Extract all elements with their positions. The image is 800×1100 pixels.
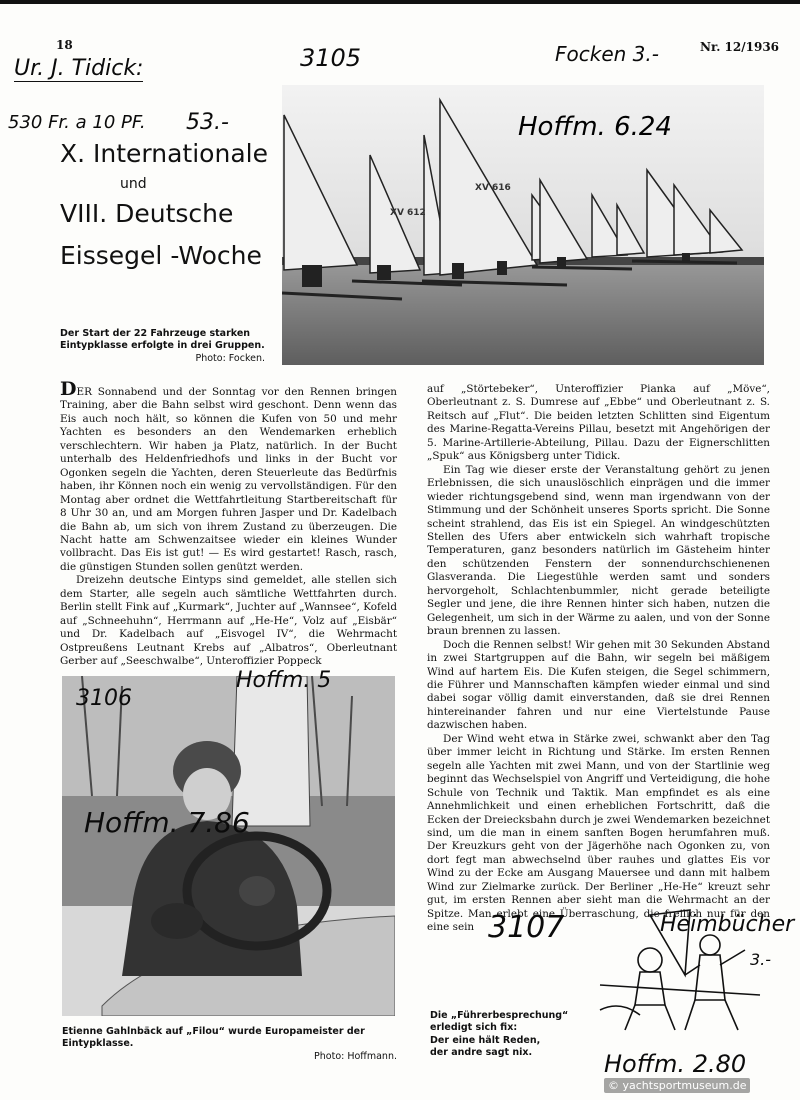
- cartoon-caption: Die „Führerbesprechung“ erledigt sich fix: Der eine hält Reden, der andre sagt nix.: [430, 1010, 569, 1059]
- headline-line-3: VIII. Deutsche: [60, 199, 234, 228]
- watermark: © yachtsportmuseum.de: [604, 1078, 750, 1093]
- caption-portrait-credit: Photo: Hoffmann.: [314, 1050, 397, 1062]
- issue-number: Nr. 12/1936: [700, 40, 780, 54]
- handwritten-price-line: 530 Fr. a 10 PF.: [8, 112, 146, 133]
- photo-caption-start: [60, 328, 265, 365]
- sail-number-2: XV 616: [475, 183, 511, 193]
- handwritten-credit-heimbuecher-amount: 3.-: [750, 950, 772, 969]
- portrait-illustration: [62, 676, 395, 1016]
- handwritten-photo-id-3: 3107: [488, 910, 565, 945]
- sail-number-1: XV 612: [390, 208, 426, 218]
- handwritten-photo-id-1: 3105: [300, 44, 362, 72]
- page-number: 18: [56, 38, 73, 52]
- headline-line-1: X. Internationale: [60, 139, 268, 168]
- article-paragraph: Doch die Rennen selbst! Wir gehen mit 30 Sekunden Abstand in zwei Startgruppen auf die Bahn, wir segeln bei mäßigem Wind auf hartem Eis. Die Kufen steigen, die Segel schimmern, die Führer und Mannschaften kämpfen wieder einmal und sind dabei sogar völlig damit einverstanden, daß sie drei Rennen hintereinander fahren und nur eine Viertelstunde Pause dazwischen haben.: [427, 638, 770, 732]
- handwritten-credit-hoffmann-3: Hoffm. 7.86: [84, 806, 250, 839]
- article-paragraph: Ein Tag wie dieser erste der Veranstaltung gehört zu jenen Erlebnissen, die sich unauslöschlich einprägen und die immer wieder richtungsgebend sind, wenn man irgendwann von der Stimmung und der Schönheit unseres Sports spricht. Die Sonne scheint strahlend, das Eis ist ein Spiegel. An windgeschützten Stellen des Ufers aber entwickeln sich wahrhaft tropische Temperaturen, ganz besonders natürlich im Gästeheim hinter den schützenden Fenstern der sonnendurchschienenen Glasveranda. Die Liegestühle werden samt und sonders hervorgeholt, Schlachtenbummler, nicht gerade beteiligte Segler und jene, die ihre Rennen hinter sich haben, nutzen die Gelegenheit, um sich in der Wärme zu aalen, und von der Sonne braun brennen zu lassen.: [427, 463, 770, 638]
- article-paragraph: auf „Störtebeker“, Unteroffizier Pianka auf „Möve“, Oberleutnant z. S. Dumrese auf „Ebbe“ und Oberleutnant z. S. Reitsch auf „Flut“. Die beiden letzten Schlitten sind Eigentum des Marine-Regatta-Vereins Pillau, besetzt mit Angehörigen der 5. Marine-Artillerie-Abteilung, Pillau. Dazu der Eignerschlitten „Spuk“ aus Königsberg unter Tidick.: [427, 383, 770, 463]
- caption-start-credit: Photo: Focken.: [195, 352, 265, 364]
- photo-portrait-gahlnbaeck: [62, 676, 395, 1016]
- article-column-right: [427, 383, 770, 935]
- article-paragraph: Dreizehn deutsche Eintyps sind gemeldet, alle stellen sich dem Starter, alle segeln auch sämtliche Wettfahrten durch. Berlin stellt Fink auf „Kurmark“, Juchter auf „Wannsee“, Kofeld auf „Schneehuhn“, Herrmann auf „He-He“, Volz auf „Eisbär“ und Dr. Kadelbach auf „Eisvogel IV“, die Wehrmacht Ostpreußens Leutnant Krebs auf „Albatros“, Oberleutnant Gerber auf „Seeschwalbe“, Unteroffizier Poppeck: [60, 574, 397, 668]
- handwritten-credit-heimbuecher: Heimbücher: [660, 912, 795, 937]
- article-column-left: [60, 378, 397, 669]
- headline-line-4: Eissegel -Woche: [60, 241, 262, 270]
- caption-portrait-text: Etienne Gahlnbäck auf „Filou“ wurde Europameister der Eintypklasse.: [62, 1026, 365, 1050]
- caption-start-text: Der Start der 22 Fahrzeuge starken Eintypklasse erfolgte in drei Gruppen.: [60, 328, 265, 352]
- photo-caption-portrait: [62, 1026, 397, 1063]
- headline-line-2: und: [120, 176, 147, 192]
- article-paragraph: Der Wind weht etwa in Stärke zwei, schwankt aber den Tag über immer leicht in Richtung und Stärke. Im ersten Rennen segeln alle Yachten mit zwei Mann, und von der Startlinie weg beginnt das Wechselspiel von Angriff und Verteidigung, die hohe Schule von Technik und Taktik. Man empfindet es als eine Annehmlichkeit und einen erheblichen Fortschritt, daß die Ecken der Dreiecksbahn durch je zwei Wendemarken bezeichnet sind, um die man in einem sanften Bogen herumfahren muß. Der Kreuzkurs geht von der Jägerhöhe nach Ogonken zu, von dort fegt man abwechselnd über rauhes und glattes Eis vor Wind zu der Ecke am Ausgang Mauersee und dann mit halbem Wind zur Zielmarke zurück. Der Berliner „He-He“ kreuzt sehr gut, im ersten Rennen aber sieht man die Wehrmacht an der Spitze. Man erlebt eine Überraschung, die freilich nur für den eine sein: [427, 732, 770, 934]
- handwritten-author-ref: Ur. J. Tidick:: [14, 56, 144, 81]
- handwritten-credit-focken: Focken 3.-: [555, 42, 659, 66]
- top-rule: [0, 0, 800, 4]
- handwritten-price-amount: 53.-: [186, 110, 229, 135]
- handwritten-credit-hoffmann-2: Hoffm. 5: [236, 668, 332, 693]
- drop-cap: D: [60, 378, 77, 400]
- handwritten-credit-hoffmann-4: Hoffm. 2.80: [604, 1050, 747, 1078]
- handwritten-photo-id-2: 3106: [76, 686, 132, 711]
- handwritten-credit-hoffmann-1: Hoffm. 6.24: [518, 112, 672, 142]
- article-paragraph: DER Sonnabend und der Sonntag vor den Rennen bringen Training, aber die Bahn selbst wird geschont. Denn wenn das Eis auch noch hält, so können die Kufen von 50 und mehr Yachten es besonders an den Wendemarken erheblich verschlechtern. Wir haben ja Platz, natürlich. In der Bucht unterhalb des Heldenfriedhofs und links in der Bucht vor Ogonken segeln die Yachten, deren Steuerleute das Bedürfnis haben, ihr Können noch ein wenig zu vervollständigen. Für den Montag aber ordnet die Wettfahrtleitung Startbereitschaft für 8 Uhr 30 an, und am Morgen fuhren Jasper und Dr. Kadelbach die Bahn ab, um sich von ihrem Zustand zu überzeugen. Die Nacht hatte am Schwenzaitsee wieder ein kleines Wunder vollbracht. Das Eis ist gut! — Es wird gestartet! Rasch, rasch, die günstigen Stunden sollen genützt werden.: [60, 378, 397, 573]
